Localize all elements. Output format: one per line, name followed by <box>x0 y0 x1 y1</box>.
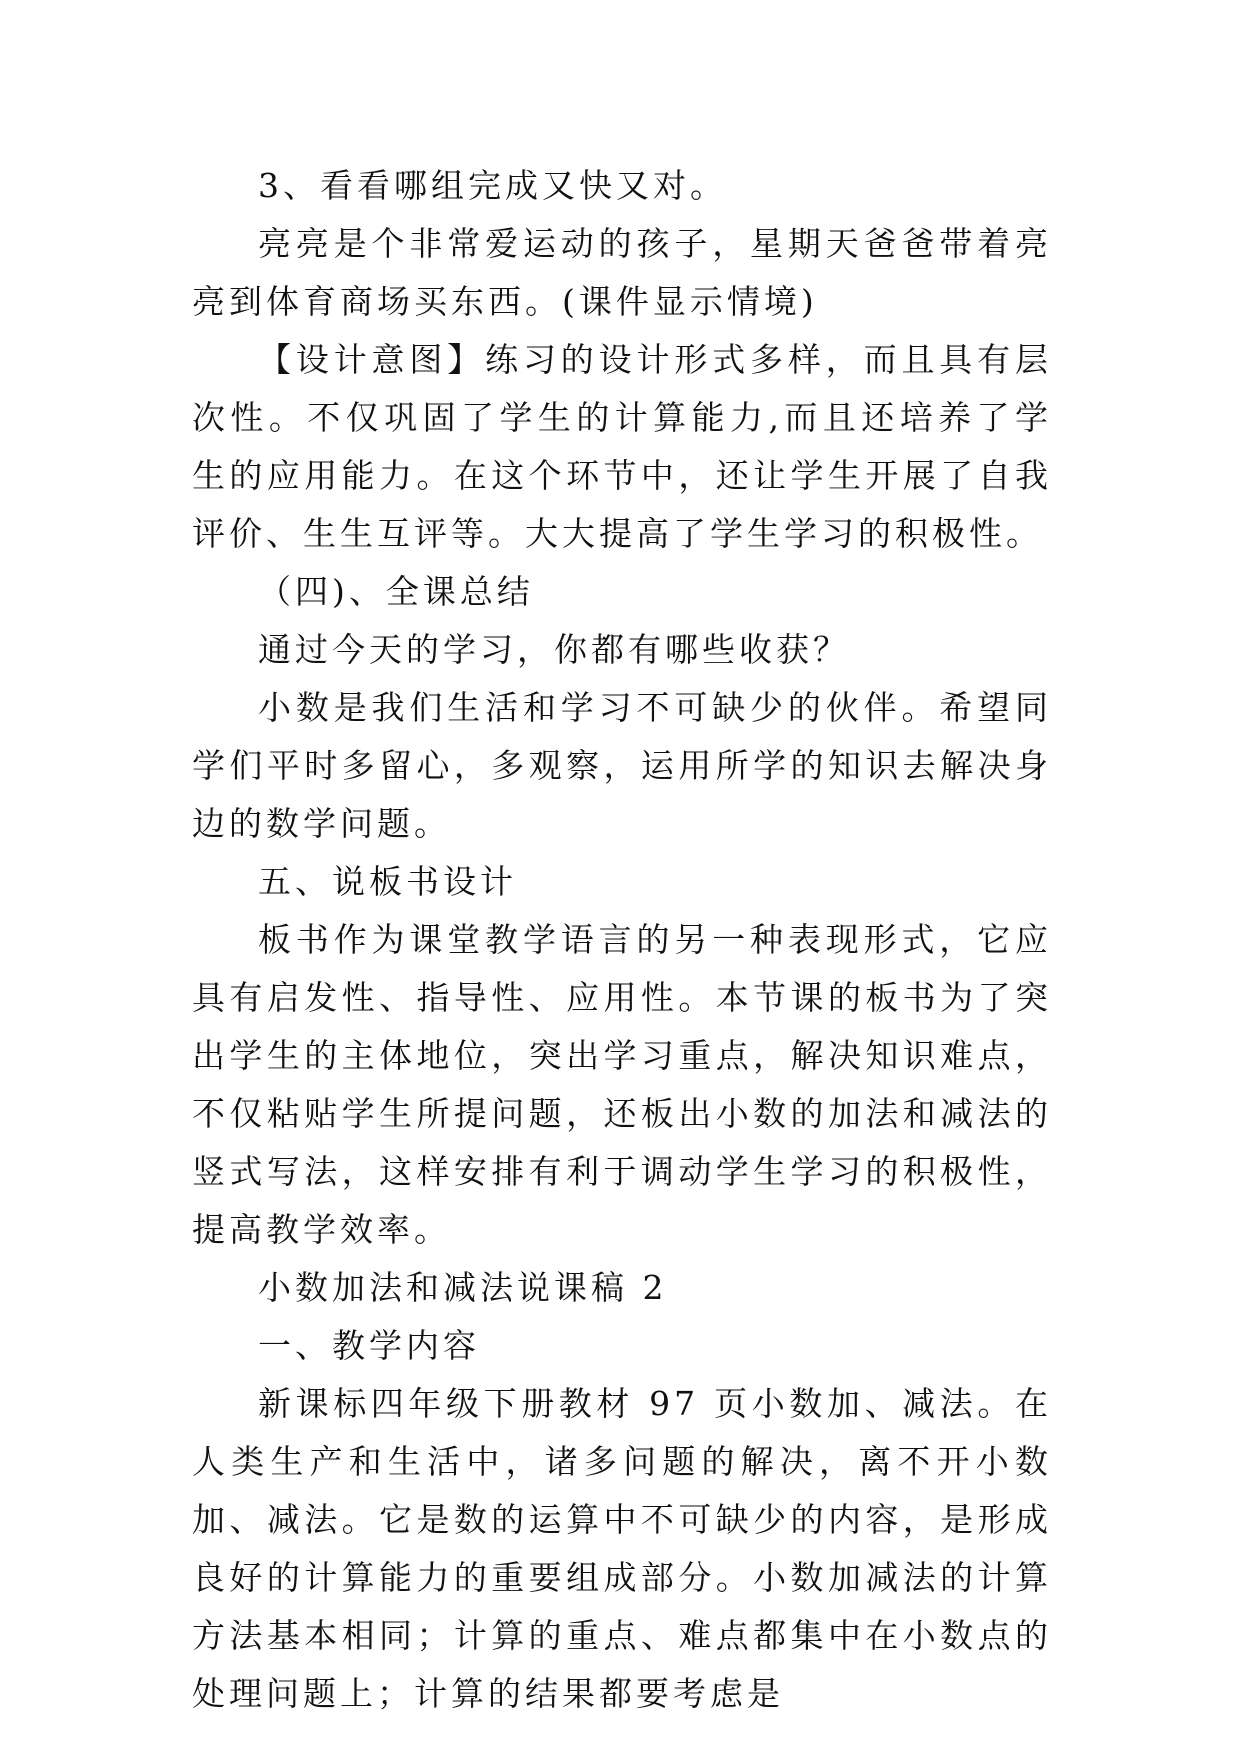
paragraph-scenario: 亮亮是个非常爱运动的孩子，星期天爸爸带着亮亮到体育商场买东西。(课件显示情境) <box>192 224 1052 321</box>
heading-lesson-plan-2: 小数加法和减法说课稿 2 <box>258 1268 668 1307</box>
document-body <box>192 157 1052 1723</box>
paragraph-step-3: 3、看看哪组完成又快又对。 <box>258 166 727 205</box>
paragraph-summary-conclusion: 小数是我们生活和学习不可缺少的伙伴。希望同学们平时多留心，多观察，运用所学的知识去解决身边的数学问题。 <box>192 688 1052 843</box>
paragraph-design-intent: 【设计意图】练习的设计形式多样，而且具有层次性。不仅巩固了学生的计算能力,而且还培养了学生的应用能力。在这个环节中，还让学生开展了自我评价、生生互评等。大大提高了学生学习的积极性。 <box>192 340 1052 553</box>
paragraph-board-design: 板书作为课堂教学语言的另一种表现形式，它应具有启发性、指导性、应用性。本节课的板书为了突出学生的主体地位，突出学习重点，解决知识难点，不仅粘贴学生所提问题，还板出小数的加法和减法的竖式写法，这样安排有利于调动学生学习的积极性，提高教学效率。 <box>192 920 1052 1249</box>
heading-teaching-content: 一、教学内容 <box>258 1326 480 1365</box>
paragraph-summary-question: 通过今天的学习，你都有哪些收获？ <box>258 630 850 669</box>
heading-board-design: 五、说板书设计 <box>258 862 517 901</box>
heading-lesson-summary: （四)、全课总结 <box>258 572 534 611</box>
paragraph-teaching-content: 新课标四年级下册教材 97 页小数加、减法。在人类生产和生活中，诸多问题的解决，离不开小数加、减法。它是数的运算中不可缺少的内容，是形成良好的计算能力的重要组成部分。小数加减法的计算方法基本相同；计算的重点、难点都集中在小数点的处理问题上；计算的结果都要考虑是 <box>192 1384 1052 1713</box>
